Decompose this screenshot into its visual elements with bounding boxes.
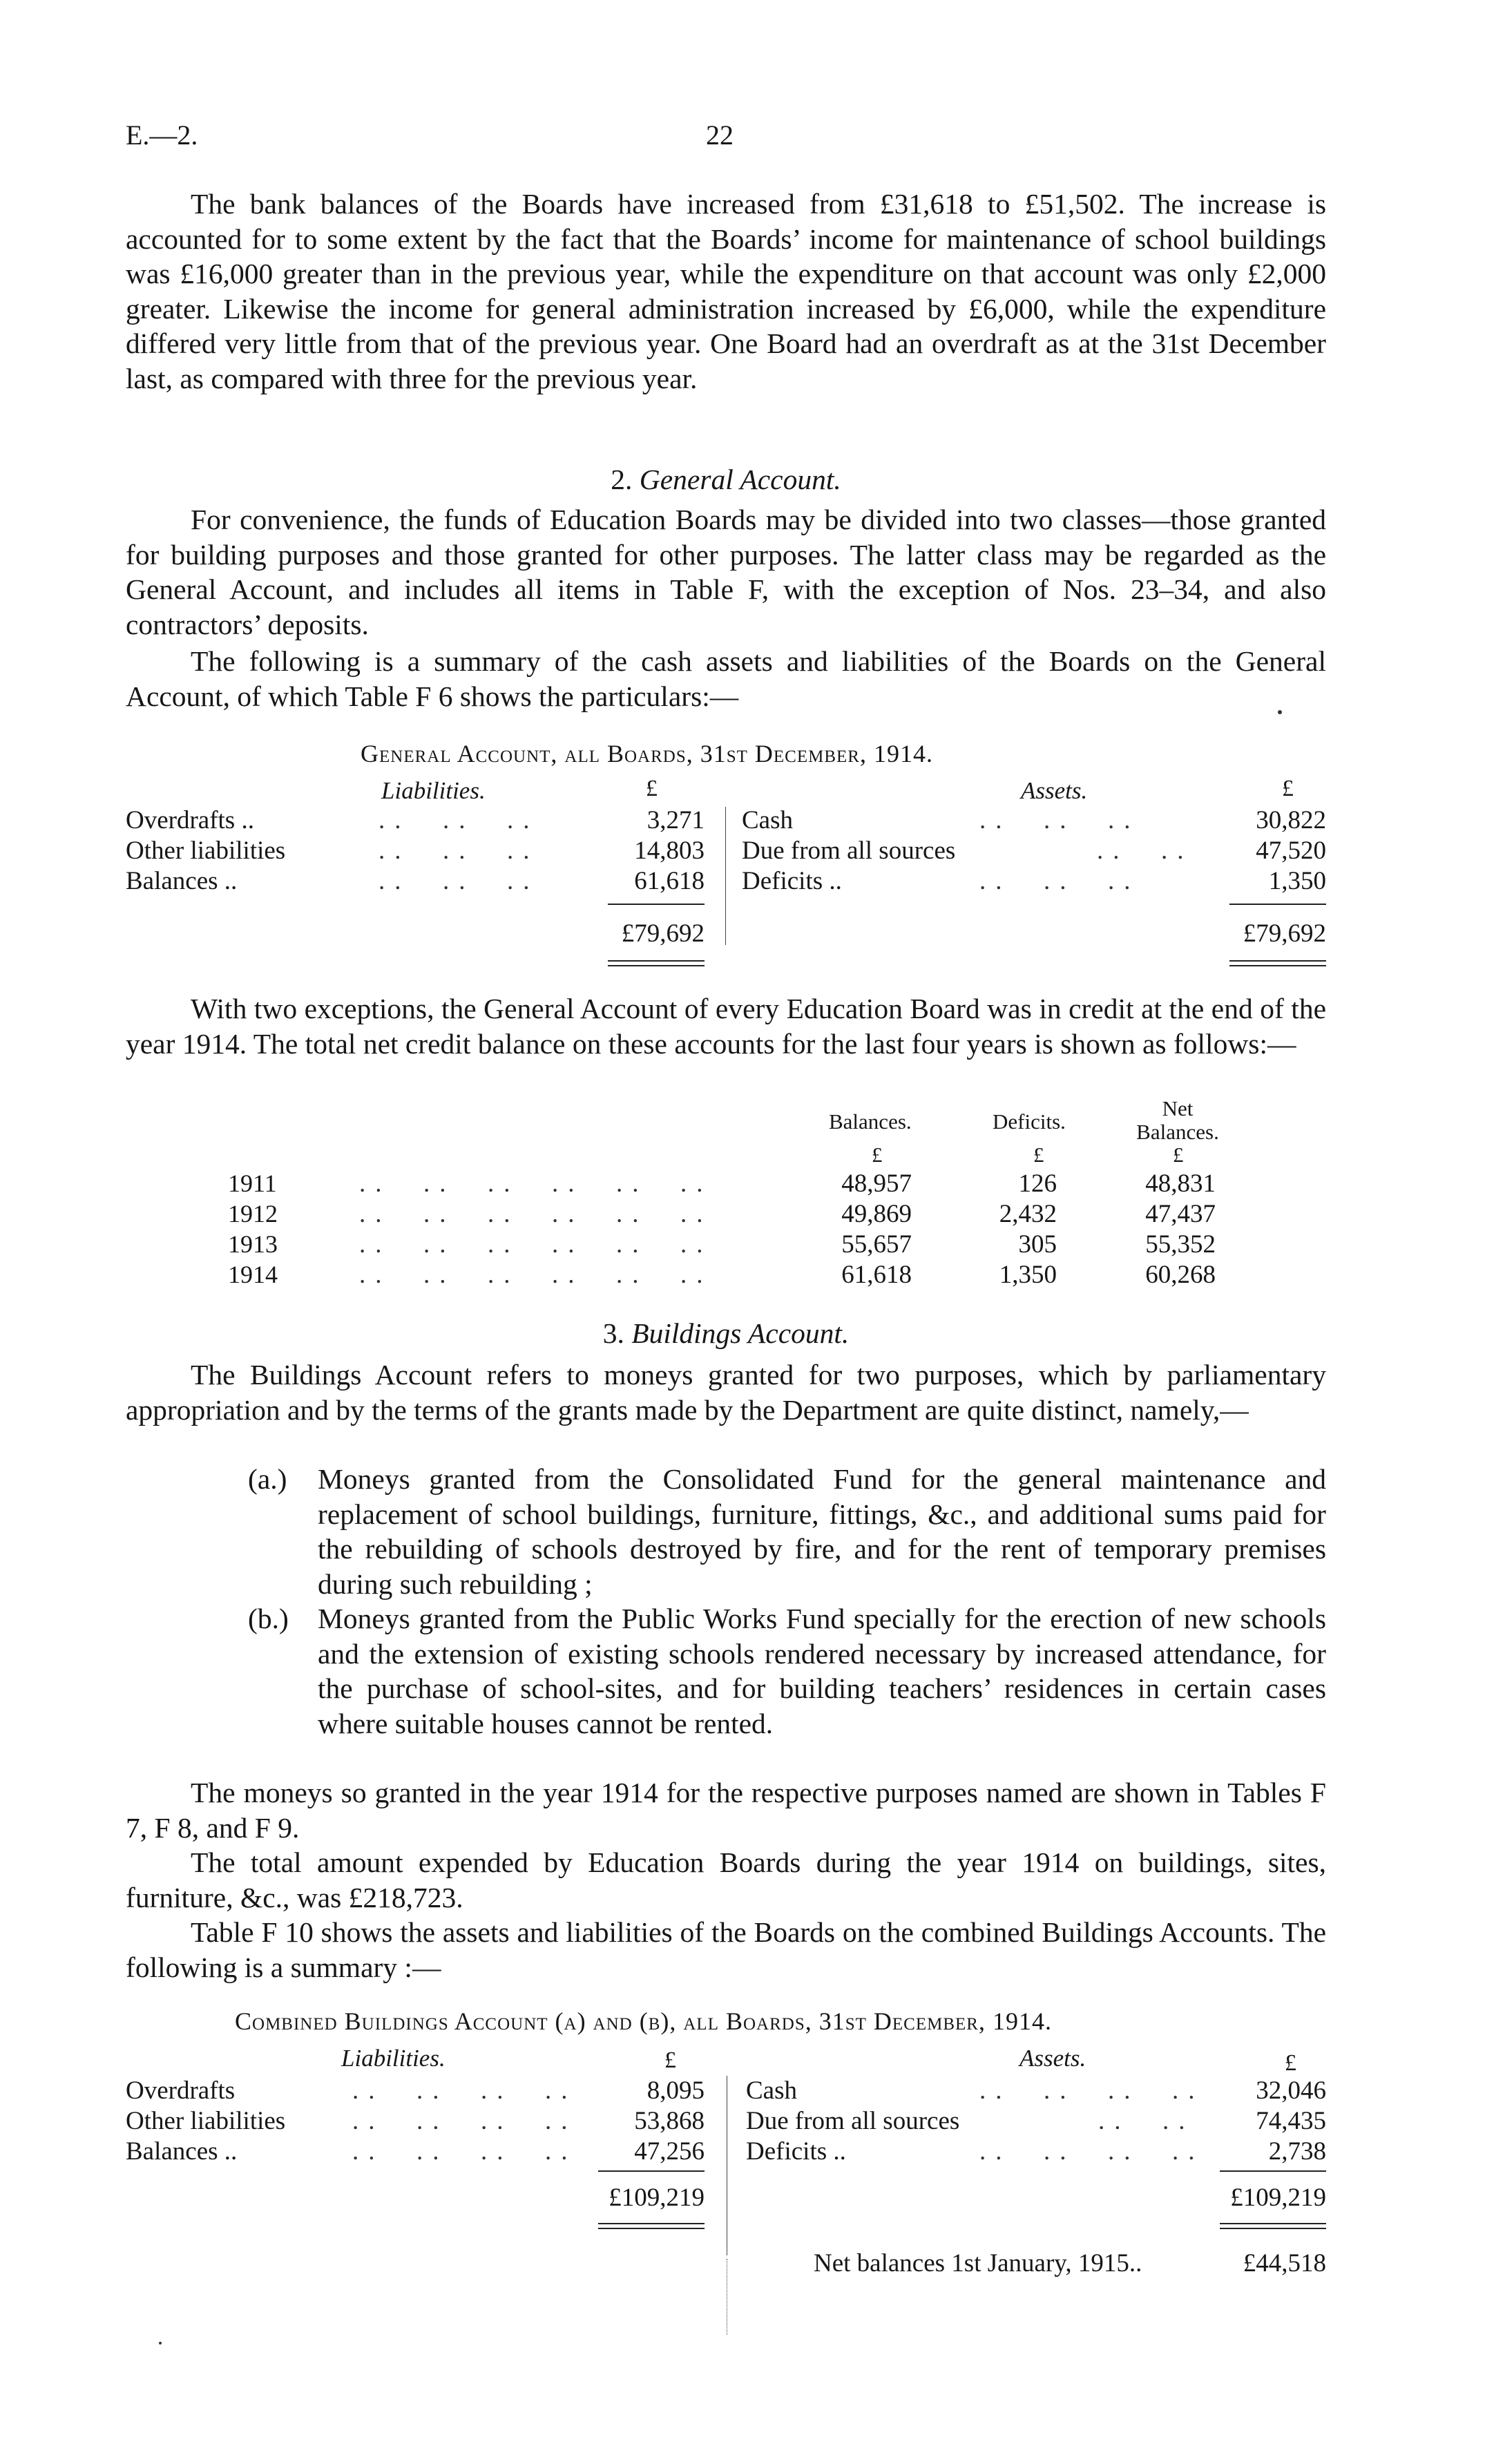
assets-currency: £ [1282, 776, 1294, 801]
assets-total: £79,692 [1243, 919, 1326, 948]
subtotal-rule [598, 2170, 705, 2172]
leader-dots: .. .. .. .. [979, 2076, 1205, 2105]
leader-dots: .. .. .. .. [352, 2137, 577, 2166]
net-value: 60,268 [1145, 1261, 1216, 1289]
currency-deficits: £ [1033, 1143, 1044, 1167]
net-value: 47,437 [1145, 1200, 1216, 1228]
liability-value-1: 14,803 [634, 837, 705, 865]
page-header-ref: E.—2. [126, 120, 198, 151]
liability-value-1: 53,868 [634, 2107, 705, 2135]
list-label: (b.) [248, 1603, 289, 1634]
balance-value: 55,657 [841, 1230, 912, 1259]
col-header-net-balances: Net Balances. [1136, 1096, 1219, 1144]
paragraph-bank-balances: The bank balances of the Boards have increased from £31,618 to £51,502. The increase is accounted for to some extent by the fact that the Boards’ income for maintenance of school buildings was £16,000 greater than in the previous year, while the expenditure on that account was only £2,000 greater. Likewise the income for general administration increased by £6,000, while the expenditure differed very little from that of the previous year. One Board had an overdraft as at the 31st December last, as compared with three for the previous year. [126, 188, 1326, 394]
liability-value-2: 47,256 [634, 2137, 705, 2166]
deficit-value: 2,432 [999, 1200, 1057, 1228]
asset-value-0: 30,822 [1256, 806, 1326, 834]
balance-value: 61,618 [841, 1261, 912, 1289]
table-title: Combined Buildings Account (a) and (b), all Boards, 31st December, 1914. [235, 2007, 1052, 2035]
leader-dots: .. .. .. .. .. .. [359, 1261, 713, 1289]
list-item-a [248, 1462, 1326, 1601]
col-header-deficits: Deficits. [993, 1109, 1066, 1134]
leader-dots: .. .. .. .. [979, 2137, 1205, 2166]
leader-dots: .. .. .. .. .. .. [359, 1200, 713, 1228]
year: 1912 [228, 1200, 278, 1228]
assets-total: £109,219 [1230, 2184, 1326, 2212]
liabilities-currency: £ [646, 776, 658, 801]
asset-value-1: 74,435 [1256, 2107, 1326, 2135]
assets-header: Assets. [1019, 2045, 1086, 2072]
assets-header: Assets. [1021, 777, 1088, 804]
section-title: Buildings Account. [631, 1317, 850, 1349]
liability-value-0: 8,095 [646, 2076, 705, 2105]
liability-value-2: 61,618 [634, 867, 705, 895]
asset-value-2: 1,350 [1268, 867, 1326, 895]
leader-dots: .. .. .. .. [352, 2107, 577, 2135]
net-value: 48,831 [1145, 1169, 1216, 1198]
leader-dots: .. .. .. .. .. .. [359, 1169, 713, 1198]
net-balances-label: Net balances 1st January, 1915.. [814, 2249, 1142, 2277]
asset-label-0: Cash [746, 2076, 797, 2105]
paragraph-table-f10: Table F 10 shows the assets and liabilities of the Boards on the combined Buildings Accounts. The following is a summary :— [126, 1916, 1326, 1983]
asset-label-1: Due from all sources [742, 837, 956, 865]
liability-label-1: Other liabilities [126, 837, 286, 865]
deficit-value: 1,350 [999, 1261, 1057, 1289]
liability-label-0: Overdrafts .. [126, 806, 254, 834]
leader-dots: .. .. .. .. .. .. [359, 1230, 713, 1259]
list-label: (a.) [248, 1463, 287, 1495]
section-heading-general-account [126, 463, 1326, 496]
currency-net: £ [1173, 1143, 1184, 1167]
total-double-rule [1229, 960, 1326, 962]
leader-dots: .. .. .. [379, 806, 539, 834]
liability-label-0: Overdrafts [126, 2076, 236, 2105]
subtotal-rule [608, 904, 705, 905]
speck-mark [159, 2342, 162, 2344]
currency-balances: £ [872, 1143, 883, 1167]
leader-dots: .. .. .. [379, 867, 539, 895]
table-title: General Account, all Boards, 31st December, 1914. [361, 740, 933, 767]
total-double-rule [1220, 2228, 1326, 2229]
total-double-rule [1229, 965, 1326, 966]
total-double-rule [1220, 2223, 1326, 2224]
asset-label-2: Deficits .. [746, 2137, 846, 2166]
speck-mark [1278, 710, 1282, 714]
paragraph-two-exceptions: With two exceptions, the General Account of every Education Board was in credit at the end of the year 1914. The total net credit balance on these accounts for the last four years is shown as follows:— [126, 993, 1326, 1060]
total-double-rule [608, 960, 705, 962]
total-double-rule [598, 2223, 705, 2224]
year: 1913 [228, 1230, 278, 1258]
asset-value-0: 32,046 [1256, 2076, 1326, 2105]
net-value: 55,352 [1145, 1230, 1216, 1259]
asset-value-1: 47,520 [1256, 837, 1326, 865]
balance-value: 49,869 [841, 1200, 912, 1228]
col-header-balances: Balances. [829, 1109, 912, 1134]
section-heading-buildings-account [126, 1317, 1326, 1350]
liabilities-currency: £ [664, 2047, 676, 2073]
year: 1911 [228, 1169, 277, 1197]
liability-label-1: Other liabilities [126, 2107, 286, 2135]
leader-dots: .. .. .. [979, 806, 1140, 834]
leader-dots: .. .. .. [979, 867, 1140, 895]
section-number: 2. [611, 464, 633, 495]
page-number: 22 [706, 120, 734, 151]
leader-dots: .. .. .. [379, 837, 539, 865]
assets-currency: £ [1285, 2050, 1296, 2076]
balance-value: 48,957 [841, 1169, 912, 1198]
list-text: Moneys granted from the Consolidated Fund for the general maintenance and replacement of school buildings, furniture, fittings, &c., and additional sums paid for the rebuilding of schools destroyed by fire, and for the rent of temporary premises during such rebuilding ; [318, 1463, 1326, 1600]
liability-label-2: Balances .. [126, 2137, 238, 2166]
liabilities-header: Liabilities. [341, 2045, 446, 2072]
net-balances-value: £44,518 [1243, 2249, 1326, 2277]
column-divider [725, 807, 726, 945]
asset-label-1: Due from all sources [746, 2107, 960, 2135]
deficit-value: 305 [1018, 1230, 1057, 1259]
asset-label-0: Cash [742, 806, 793, 834]
paragraph-convenience: For convenience, the funds of Education Boards may be divided into two classes—those granted for building purposes and those granted for other purposes. The latter class may be regarded as the General Account, and includes all items in Table F, with the exception of Nos. 23–34, and also contractors’ deposits. [126, 504, 1326, 640]
paragraph-moneys-granted: The moneys so granted in the year 1914 for the respective purposes named are shown in Tables F 7, F 8, and F 9. [126, 1777, 1326, 1844]
paragraph-summary-intro: The following is a summary of the cash assets and liabilities of the Boards on the General Account, of which Table F 6 shows the particulars:— [126, 645, 1326, 712]
year: 1914 [228, 1261, 278, 1288]
subtotal-rule [1220, 2170, 1326, 2172]
asset-value-2: 2,738 [1268, 2137, 1326, 2166]
leader-dots: .. .. .. .. [352, 2076, 577, 2105]
liabilities-total: £109,219 [609, 2184, 705, 2212]
section-number: 3. [602, 1317, 624, 1349]
total-double-rule [598, 2228, 705, 2229]
paragraph-total-expended: The total amount expended by Education Boards during the year 1914 on buildings, sites, furniture, &c., was £218,723. [126, 1846, 1326, 1913]
paragraph-buildings-account: The Buildings Account refers to moneys granted for two purposes, which by parliamentary appropriation and by the terms of the grants made by the Department are quite distinct, namely,— [126, 1359, 1326, 1426]
leader-dots: .. .. [1097, 837, 1194, 865]
list-item-b [248, 1601, 1326, 1741]
liability-label-2: Balances .. [126, 867, 238, 895]
list-text: Moneys granted from the Public Works Fund specially for the erection of new schools and the extension of existing schools rendered necessary by increased attendance, for the purchase of school-sites, and for building teachers’ residences in certain cases where suitable houses cannot be rented. [318, 1603, 1326, 1739]
deficit-value: 126 [1018, 1169, 1057, 1198]
liabilities-header: Liabilities. [381, 777, 486, 804]
asset-label-2: Deficits .. [742, 867, 842, 895]
section-title: General Account. [639, 464, 841, 495]
leader-dots: .. .. [1098, 2107, 1195, 2135]
subtotal-rule [1229, 904, 1326, 905]
liabilities-total: £79,692 [621, 919, 705, 948]
total-double-rule [608, 965, 705, 966]
liability-value-0: 3,271 [646, 806, 705, 834]
